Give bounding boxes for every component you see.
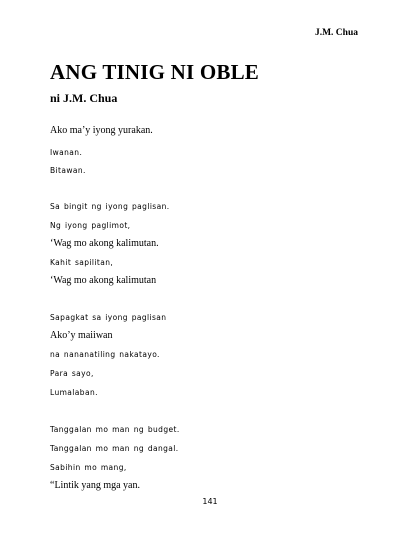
poem-line: ‘Wag mo akong kalimutan.	[50, 238, 159, 249]
poem-line: Sapagkat sa iyong paglisan	[50, 313, 167, 322]
poem-line: Sabihin mo mang,	[50, 463, 127, 472]
poem-line: Tanggalan mo man ng budget.	[50, 425, 180, 434]
poem-line: ‘Wag mo akong kalimutan	[50, 275, 157, 286]
running-header-author: J.M. Chua	[314, 28, 358, 38]
poem-title: ANG TINIG NI OBLE	[50, 60, 259, 84]
poem-line: Iwanan.	[50, 148, 83, 157]
poem-line: Lumalaban.	[50, 388, 98, 397]
poem-line: Para sayo,	[50, 369, 94, 378]
poem-line: Ako’y maiiwan	[50, 330, 113, 341]
poem-line: Tanggalan mo man ng dangal.	[50, 444, 179, 453]
poem-line: Sa bingit ng iyong paglisan.	[50, 202, 170, 211]
poem-line: na nananatiling nakatayo.	[50, 350, 160, 359]
poem-line: Ako ma’y iyong yurakan.	[50, 125, 153, 136]
poem-byline: ni J.M. Chua	[50, 91, 118, 105]
page-number: 141	[202, 497, 218, 506]
poem-line: Ng iyong paglimot,	[50, 221, 131, 230]
poem-line: “Lintik yang mga yan.	[50, 480, 140, 491]
poem-line: Kahit sapilitan,	[50, 258, 114, 267]
poem-line: Bitawan.	[50, 166, 86, 175]
